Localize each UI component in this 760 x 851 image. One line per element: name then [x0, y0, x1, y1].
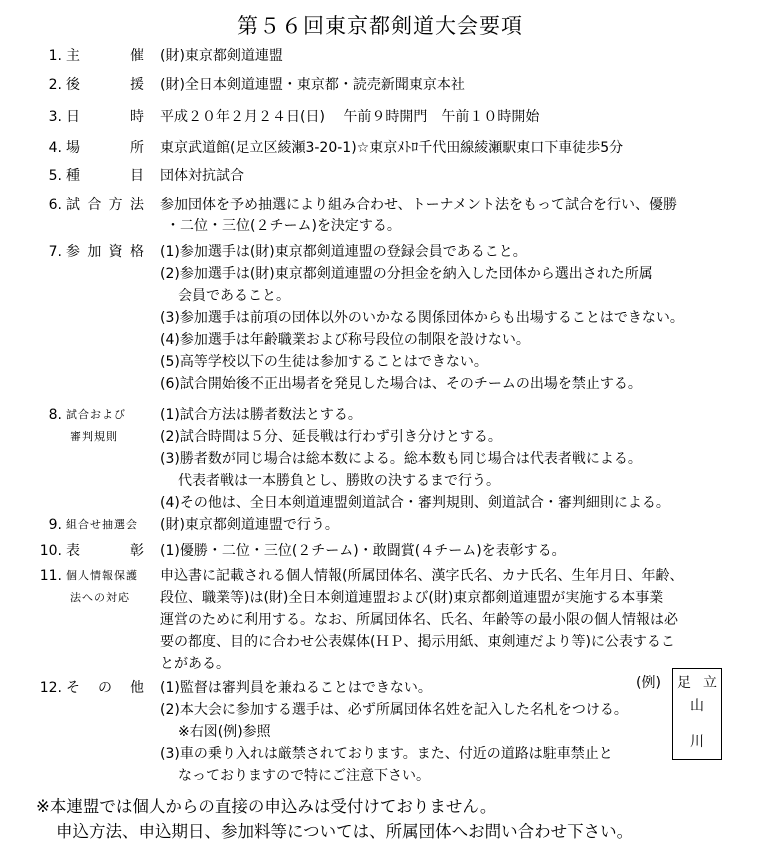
item-rules-line: 代表者戦は一本勝負とし、勝敗の決するまで行う。 [178, 473, 500, 489]
item-number: 5. [48, 168, 62, 184]
item-privacy-line: 法への対応 段位、職業等)は(財)全日本剣道連盟および(財)東京都剣道連盟が実施する本事業 [0, 587, 760, 609]
item-venue [0, 137, 760, 159]
item-other-line: ※右図(例)参照 [178, 724, 271, 740]
item-text: 平成２０年２月２４日(日) 午前９時開門 午前１０時開始 [160, 109, 540, 125]
item-rules [0, 404, 760, 426]
item-label-line2: 法への対応 [70, 591, 130, 604]
item-text: 参加団体を予め抽選により組み合わせ、トーナメント法をもって試合を行い、優勝 [160, 197, 678, 213]
item-number: 8. [48, 407, 62, 423]
item-awards [0, 540, 760, 562]
item-label-line2: 審判規則 [70, 430, 118, 443]
item-eligibility [0, 241, 760, 263]
item-match-method-cont [0, 215, 760, 237]
item-text: (1)優勝・二位・三位(２チーム)・敢闘賞(４チーム)を表彰する。 [160, 543, 566, 559]
item-event [0, 165, 760, 187]
notice-line-2: 申込方法、申込期日、参加料等については、所属団体へお問い合わせ下さい。 [56, 822, 634, 841]
item-number: 4. [48, 140, 62, 156]
item-draw [0, 514, 760, 536]
item-label: 試合および [66, 408, 126, 421]
item-eligibility-line: (4)参加選手は年齢職業および称号段位の制限を設けない。 [160, 332, 530, 348]
nameplate-char: 山 [690, 698, 704, 714]
item-eligibility-line: (5)高等学校以下の生徒は参加することはできない。 [160, 354, 488, 370]
item-label: 個人情報保護 [66, 569, 138, 582]
item-number: 6. [48, 197, 62, 213]
item-number: 2. [48, 77, 62, 93]
item-privacy-line: とがある。 [160, 656, 230, 672]
nameplate-char: 足 [677, 675, 691, 691]
item-other-line: (2)本大会に参加する選手は、必ず所属団体名姓を記入した名札をつける。 [160, 702, 628, 718]
item-text: ・二位・三位(２チーム)を決定する。 [166, 218, 401, 234]
item-label: 表 彰 [66, 543, 144, 559]
item-number: 7. [48, 244, 62, 260]
item-rules-line: 審判規則 (2)試合時間は５分、延長戦は行わず引き分けとする。 [0, 426, 760, 448]
item-sponsor [0, 45, 760, 67]
item-label: 日 時 [66, 109, 144, 125]
item-number: 11. [39, 568, 62, 584]
item-eligibility-line: 会員であること。 [178, 288, 290, 304]
item-number: 12. [39, 680, 62, 696]
item-rules-line: (3)勝者数が同じ場合は総本数による。総本数も同じ場合は代表者戦による。 [160, 451, 642, 467]
item-label: そ の 他 [66, 680, 144, 696]
item-support [0, 74, 760, 96]
item-eligibility-line: (3)参加選手は前項の団体以外のいかなる関係団体からも出場することはできない。 [160, 310, 684, 326]
item-number: 10. [39, 543, 62, 559]
item-match-method [0, 194, 760, 216]
item-number: 9. [48, 517, 62, 533]
item-text: (財)全日本剣道連盟・東京都・読売新聞東京本社 [160, 77, 465, 93]
item-other-line: なっておりますので特にご注意下さい。 [178, 768, 430, 784]
item-text: (1)監督は審判員を兼ねることはできない。 [160, 680, 432, 696]
item-privacy-line: 要の都度、目的に合わせ公表媒体(ＨＰ、掲示用紙、東剣連だより等)に公表するこ [160, 634, 675, 650]
item-text: 東京武道館(足立区綾瀬3-20-1)☆東京ﾒﾄﾛ千代田線綾瀬駅東口下車徒歩5分 [160, 140, 624, 156]
item-label: 組合せ抽選会 [66, 518, 138, 531]
item-text: (財)東京都剣道連盟で行う。 [160, 517, 339, 533]
item-rules-line: (4)その他は、全日本剣道連盟剣道試合・審判規則、剣道試合・審判細則による。 [160, 495, 670, 511]
item-label: 後 援 [66, 77, 144, 93]
item-privacy-line: 運営のために利用する。なお、所属団体名、氏名、年齢等の最小限の個人情報は必 [160, 612, 678, 628]
item-number: 3. [48, 109, 62, 125]
item-text: (1)試合方法は勝者数法とする。 [160, 407, 362, 423]
document-title: 第５６回東京都剣道大会要項 [237, 14, 523, 38]
item-text: (1)参加選手は(財)東京都剣道連盟の登録会員であること。 [160, 244, 527, 260]
item-text: (財)東京都剣道連盟 [160, 48, 283, 64]
item-label: 種 目 [66, 168, 144, 184]
item-label: 参 加 資 格 [66, 244, 144, 260]
item-text: 申込書に記載される個人情報(所属団体名、漢字氏名、カナ氏名、生年月日、年齢、 [160, 568, 684, 584]
item-label: 試 合 方 法 [66, 197, 144, 213]
example-label: (例) [636, 675, 661, 691]
item-privacy [0, 565, 760, 587]
item-eligibility-line: (6)試合開始後不正出場者を発見した場合は、そのチームの出場を禁止する。 [160, 376, 642, 392]
item-label: 主 催 [66, 48, 144, 64]
item-number: 1. [48, 48, 62, 64]
item-other-line: (3)車の乗り入れは厳禁されております。また、付近の道路は駐車禁止と [160, 746, 613, 762]
item-label: 場 所 [66, 140, 144, 156]
item-eligibility-line: (2)参加選手は(財)東京都剣道連盟の分担金を納入した団体から選出された所属 [160, 266, 653, 282]
notice-line-1: ※本連盟では個人からの直接の申込みは受付けておりません。 [36, 797, 497, 816]
nameplate-char: 立 [703, 675, 717, 691]
nameplate-example [672, 668, 722, 760]
nameplate-char: 川 [690, 734, 704, 750]
item-text: 団体対抗試合 [160, 168, 244, 184]
item-datetime [0, 106, 760, 128]
